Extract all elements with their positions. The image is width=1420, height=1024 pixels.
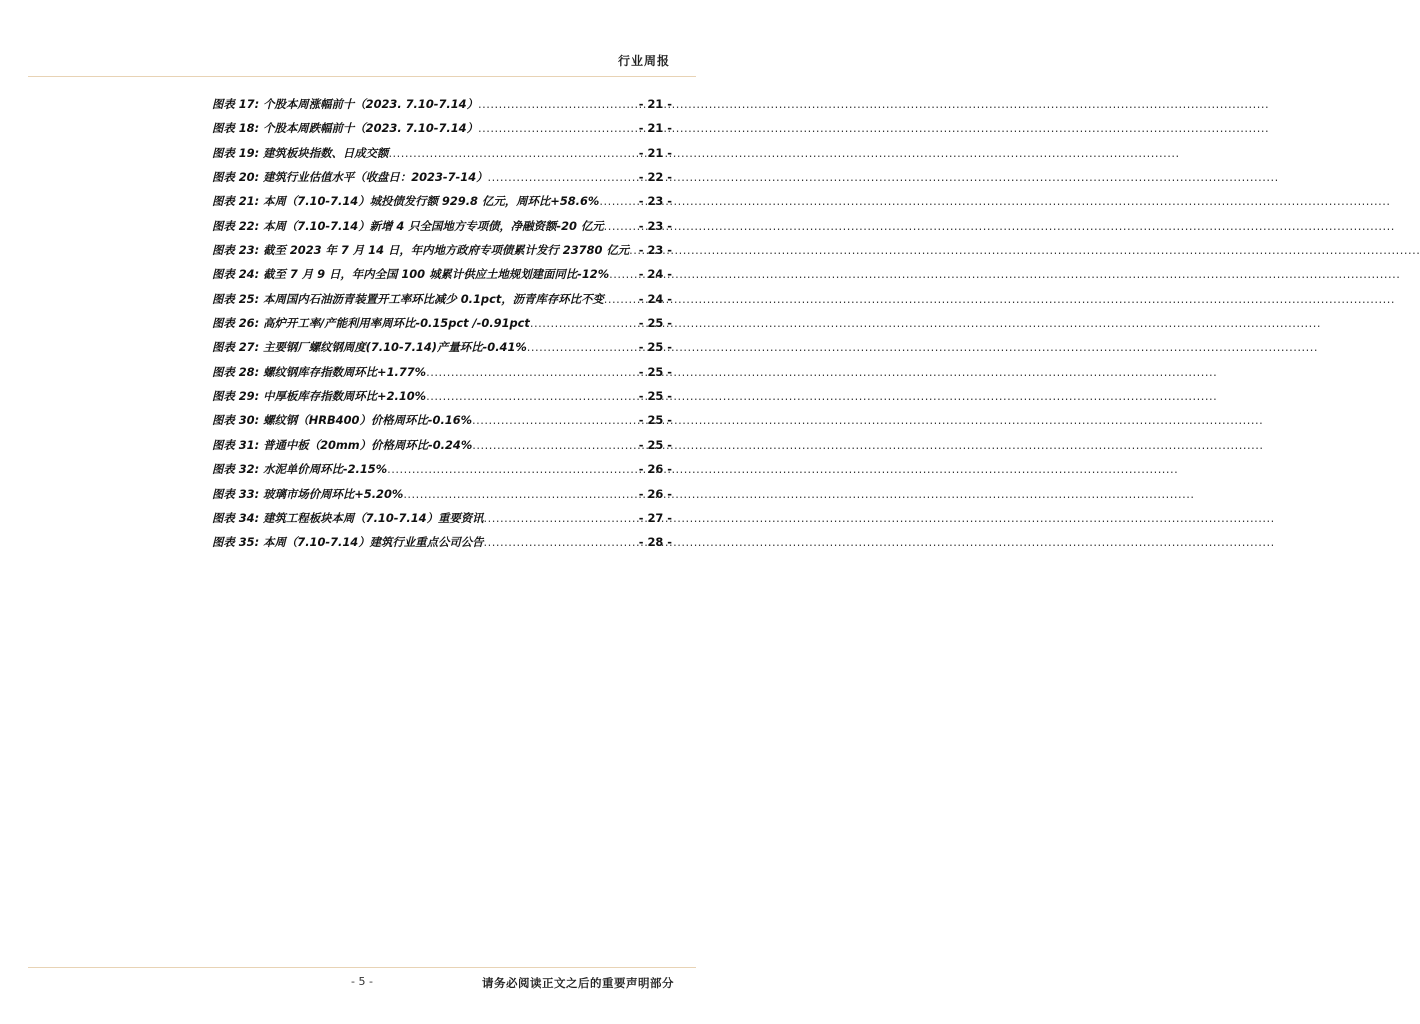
toc-entry-page: - 27 - <box>638 510 672 525</box>
page-number: - 5 - <box>351 975 373 988</box>
toc-entry-title: 普通中板（20mm）价格周环比-0.24% <box>263 437 473 452</box>
toc-entry-title: 建筑板块指数、日成交额 <box>263 145 389 160</box>
toc-entry-page: - 22 - <box>638 170 672 185</box>
toc-entry-title: 建筑行业估值水平（收盘日：2023-7-14） <box>263 170 488 185</box>
toc-entry-label: 图表 25: <box>212 291 260 306</box>
toc-entry-label: 图表 27: <box>212 340 260 355</box>
toc-entry-label: 图表 30: <box>212 413 260 428</box>
toc-entry-title: 主要钢厂螺纹钢周度(7.10-7.14)产量环比-0.41% <box>263 340 527 355</box>
toc-entry-label: 图表 31: <box>212 437 260 452</box>
toc-entry-page: - 23 - <box>638 243 672 258</box>
toc-entry-label: 图表 28: <box>212 364 260 379</box>
toc-entry[interactable] <box>212 92 672 116</box>
toc-leader-dots <box>530 311 638 335</box>
toc-entry-title: 个股本周跌幅前十（2023. 7.10-7.14） <box>263 121 478 136</box>
toc-entry[interactable] <box>212 311 672 335</box>
toc-entry-page: - 21 - <box>638 121 672 136</box>
toc-leader-dots <box>527 335 638 359</box>
toc-entry[interactable] <box>212 287 672 311</box>
toc-entry[interactable] <box>212 482 672 506</box>
toc-entry-page: - 26 - <box>638 486 672 501</box>
toc-entry-title: 高炉开工率/产能利用率周环比-0.15pct /-0.91pct <box>263 316 530 331</box>
toc-leader-dots <box>484 530 638 554</box>
toc-entry-label: 图表 19: <box>212 145 260 160</box>
toc-entry[interactable] <box>212 335 672 359</box>
toc-entry-label: 图表 21: <box>212 194 260 209</box>
toc-entry-page: - 25 - <box>638 389 672 404</box>
toc-entry-page: - 28 - <box>638 535 672 550</box>
toc-leader-dots <box>484 506 638 530</box>
toc-entry-title: 截至 7 月 9 日，年内全国 100 城累计供应土地规划建面同比-12% <box>263 267 610 282</box>
toc-entry-label: 图表 17: <box>212 97 260 111</box>
toc-leader-dots <box>403 482 637 506</box>
toc-entry[interactable] <box>212 238 672 262</box>
toc-leader-dots <box>488 165 638 189</box>
toc-entry[interactable] <box>212 530 672 554</box>
toc-entry-page: - 25 - <box>638 437 672 452</box>
toc-entry-label: 图表 18: <box>212 121 260 136</box>
toc-entry-title: 水泥单价周环比-2.15% <box>263 462 388 477</box>
toc-entry-title: 本周国内石油沥青装置开工率环比减少 0.1pct，沥青库存环比不变 <box>263 291 604 306</box>
toc-entry[interactable] <box>212 262 672 286</box>
toc-entry-page: - 25 - <box>638 364 672 379</box>
toc-entry-label: 图表 23: <box>212 243 260 258</box>
toc-entry-page: - 24 - <box>638 267 672 282</box>
toc-entry-page: - 21 - <box>638 97 672 111</box>
disclaimer-note: 请务必阅读正文之后的重要声明部分 <box>482 976 674 990</box>
report-type-label: 行业周报 <box>617 54 670 68</box>
toc-entry[interactable] <box>212 384 672 408</box>
toc-entry-label: 图表 35: <box>212 535 260 550</box>
toc-entry-title: 玻璃市场价周环比+5.20% <box>263 486 404 501</box>
toc-entry[interactable] <box>212 116 672 140</box>
toc-entry[interactable] <box>212 189 672 213</box>
toc-entry-label: 图表 20: <box>212 170 260 185</box>
toc-entry-page: - 21 - <box>638 145 672 160</box>
toc-entry-title: 截至 2023 年 7 月 14 日，年内地方政府专项债累计发行 23780 亿元 <box>263 243 630 258</box>
toc-entry-title: 建筑工程板块本周（7.10-7.14）重要资讯 <box>263 510 484 525</box>
toc-leader-dots <box>609 262 638 286</box>
toc-entry-title: 本周（7.10-7.14）新增 4 只全国地方专项债，净融资额-20 亿元 <box>263 218 604 233</box>
toc-entry-title: 螺纹钢（HRB400）价格周环比-0.16% <box>263 413 473 428</box>
toc-entry[interactable] <box>212 214 672 238</box>
toc-leader-dots <box>604 287 638 311</box>
toc-entry-title: 本周（7.10-7.14）建筑行业重点公司公告 <box>263 535 484 550</box>
toc-entry[interactable] <box>212 408 672 432</box>
toc-entry-title: 螺纹钢库存指数周环比+1.77% <box>263 364 427 379</box>
toc-entry-label: 图表 29: <box>212 389 260 404</box>
toc-entry-label: 图表 33: <box>212 486 260 501</box>
toc-leader-dots <box>629 238 638 262</box>
toc-entry[interactable] <box>212 141 672 165</box>
figure-list <box>212 92 672 555</box>
toc-entry-label: 图表 22: <box>212 218 260 233</box>
toc-entry-label: 图表 26: <box>212 316 260 331</box>
toc-entry-label: 图表 24: <box>212 267 260 282</box>
toc-entry-page: - 23 - <box>638 194 672 209</box>
toc-leader-dots <box>388 141 637 165</box>
toc-entry[interactable] <box>212 506 672 530</box>
toc-leader-dots <box>472 433 637 457</box>
toc-entry-title: 中厚板库存指数周环比+2.10% <box>263 389 427 404</box>
toc-entry-title: 本周（7.10-7.14）城投债发行额 929.8 亿元，周环比+58.6% <box>263 194 600 209</box>
toc-entry[interactable] <box>212 433 672 457</box>
toc-leader-dots <box>599 189 637 213</box>
footer-divider <box>28 967 696 968</box>
toc-entry-page: - 26 - <box>638 462 672 477</box>
toc-entry-page: - 25 - <box>638 340 672 355</box>
toc-leader-dots <box>387 457 638 481</box>
toc-leader-dots <box>478 92 638 116</box>
toc-leader-dots <box>472 408 638 432</box>
toc-entry-title: 个股本周涨幅前十（2023. 7.10-7.14） <box>263 97 478 111</box>
toc-entry-page: - 23 - <box>638 218 672 233</box>
toc-entry[interactable] <box>212 360 672 384</box>
toc-entry-page: - 25 - <box>638 413 672 428</box>
toc-entry-page: - 24 - <box>638 291 672 306</box>
toc-leader-dots <box>604 214 638 238</box>
toc-entry[interactable] <box>212 165 672 189</box>
toc-entry-label: 图表 34: <box>212 510 260 525</box>
header-divider <box>28 76 696 77</box>
toc-leader-dots <box>426 384 638 408</box>
toc-entry[interactable] <box>212 457 672 481</box>
toc-entry-page: - 25 - <box>638 316 672 331</box>
toc-entry-label: 图表 32: <box>212 462 260 477</box>
toc-leader-dots <box>426 360 638 384</box>
toc-leader-dots <box>478 116 638 140</box>
